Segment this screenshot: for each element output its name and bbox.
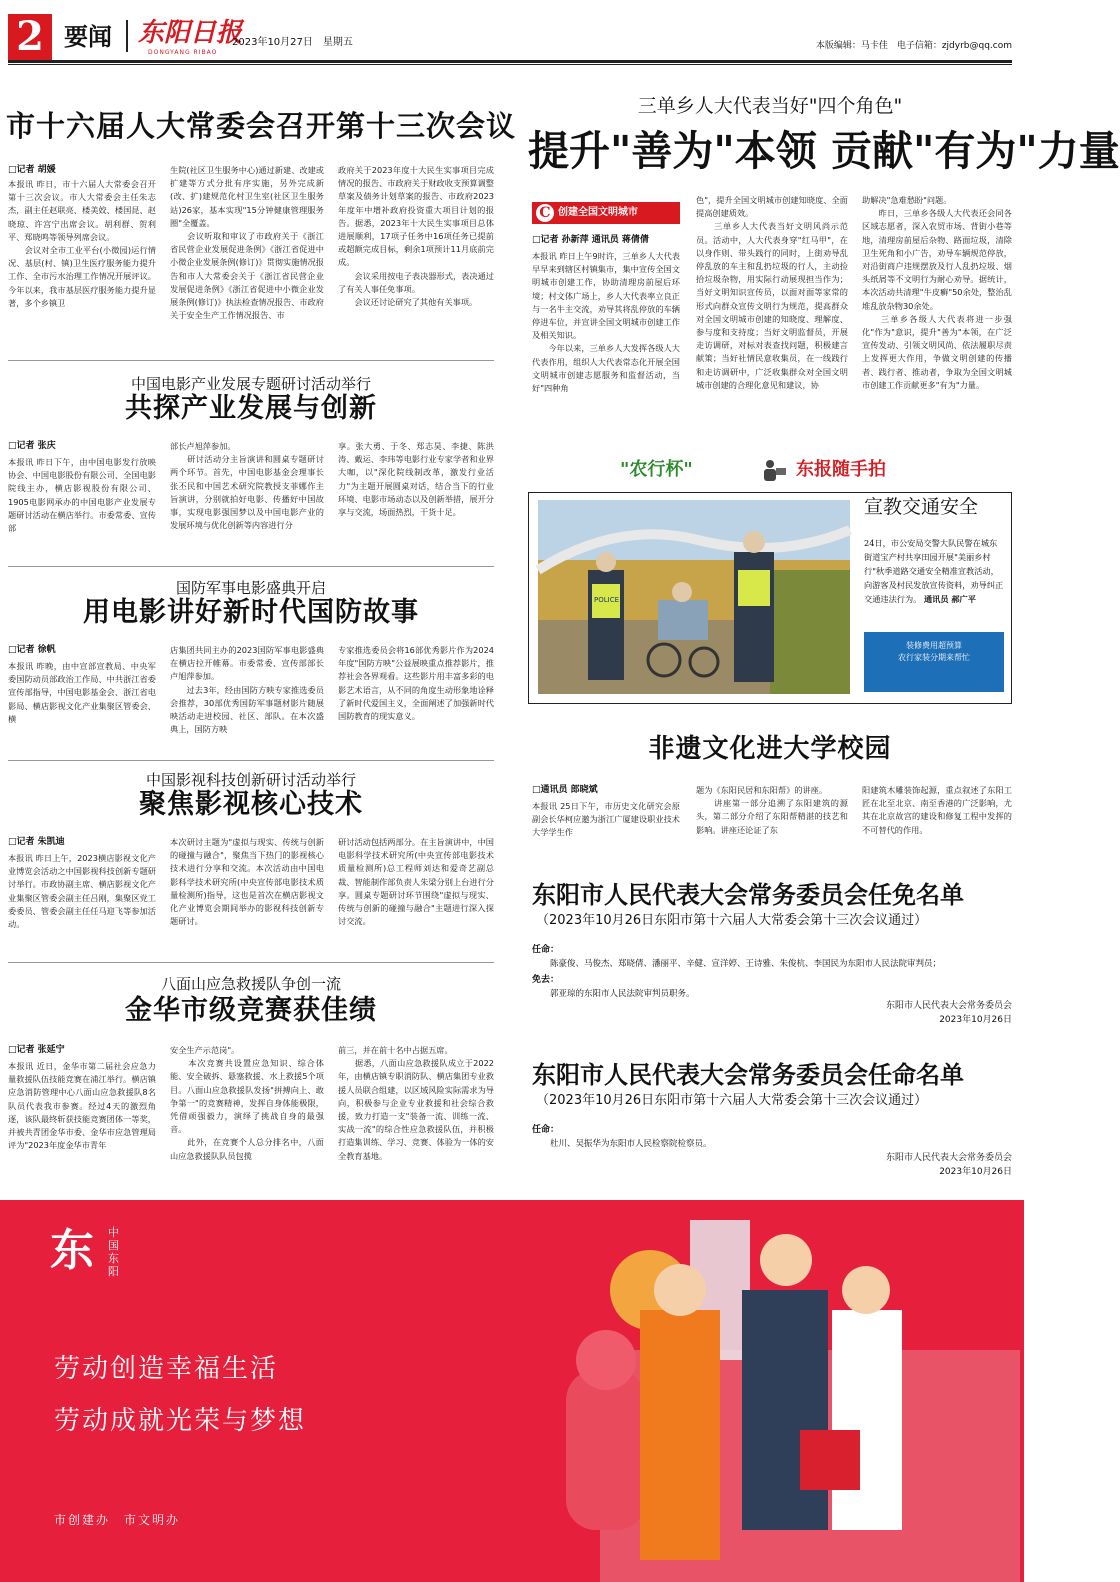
list-2-signature: 东阳市人民代表大会常务委员会 (885, 1153, 1012, 1163)
article-5-kicker: 八面山应急救援队争创一流 (160, 975, 341, 993)
article-5-byline: □记者 张延宁 (8, 1045, 65, 1055)
feature-byline: □记者 孙新萍 通讯员 蒋倩倩 (532, 235, 649, 245)
article-4-kicker: 中国影视科技创新研讨活动举行 (145, 771, 356, 789)
remove-label: 免去： (532, 975, 560, 985)
masthead-divider (126, 20, 128, 52)
issue-date: 2023年10月27日 星期五 (232, 37, 353, 48)
divider (8, 566, 494, 567)
camera-person-icon (758, 458, 788, 486)
appoint-names-2: 杜川、吴振华为东阳市人民检察院检察员。 (550, 1139, 712, 1149)
feature-col-2: 色"，提升全国文明城市创建知晓度、全面提高创建质效。 三单乡人大代表当好文明风尚示范员。活动中，人大代表身穿"红马甲"，在以身作则、带头践行的同时，上街劝导乱停乱放的车主和乱扔垃圾的行人，主动捡拾垃圾杂物，用实际行动展现担当作为；当好文明知识宣传员，以面对面等家常的形式向群众宣传文明行为规范，提高群众对全国文明城市创建的知晓度、理解度、参与度和支持度；当好文明监督员，开展走访调研，对标对表查找问题，积极建言献策；当好社情民意收集员，在一线践行和走访调研中，广泛收集群众对全国文明城市创建的合理化意见和建议，协 (696, 195, 848, 390)
article-1-byline: □记者 胡媛 (8, 165, 56, 175)
article-2-col-2: 部长卢旭萍参加。 研讨活动分主旨演讲和圆桌专题研讨两个环节。首先，中国电影基金会理事长张丕民和中国艺术研究院教授支菲娜作主旨演讲，分别就拍好电影、传播好中国故事，实现电影强国梦以及中国电影产业的发展环境与优化创新等内容进行分 (170, 441, 324, 531)
culture-col-2: 题为《东阳民居和东阳帮》的讲座。 讲座第一部分追溯了东阳建筑的源头，第二部分介绍了东阳帮精湛的技艺和影响。讲座还论证了东 (696, 785, 848, 835)
banner-slogan-1: 劳动创造幸福生活 (54, 1354, 279, 1384)
civilized-city-badge (532, 202, 680, 224)
list-2-date: 2023年10月26日 (939, 1167, 1012, 1177)
photo-caption (864, 536, 1004, 606)
culture-col-1: 本报讯 25日下午，市历史文化研究会原副会长华柯应邀为浙江广厦建设职业技术大学学生作 (532, 801, 680, 838)
article-5-col-1: 本报讯 近日，金华市第二届社会应急力量救援队伍技能竞赛在浦江举行。横店镇应急消防管理中心八面山应急救援队8名队员代表我市参赛。经过4天的激烈角逐，该队最终斩获技能竞赛团体一等奖，并被共青团金华市委、金华市应急管理局评为"2023年度金华市青年 (8, 1061, 156, 1151)
article-3-byline: □记者 徐帆 (8, 645, 56, 655)
divider (8, 360, 494, 361)
article-2-byline: □记者 张庆 (8, 441, 56, 451)
editor-info: 本版编辑：马卡佳 电子信箱：zjdyrb@qq.com (815, 41, 1012, 51)
article-2-col-1: 本报讯 昨日下午，由中国电影发行放映协会、中国电影股份有限公司、全国电影院线主办，横店影视股份有限公司、1905电影网承办的中国电影产业发展专题研讨活动在横店举行。市委常委、宣传部 (8, 457, 156, 534)
article-5-col-2: 安全生产示范岗"。 本次竞赛共设置应急知识、综合体能、安全破拆、悬塞救援、水上救援5个项目。八面山应急救援队发扬"拼搏向上、敢争第一"的竞赛精神，发挥自身体能极限，凭借顽强毅力，演绎了挑战自身的最强音。 此外，在竞赛个人总分排名中，八面山应急救援队队员包揽 (170, 1045, 324, 1161)
culture-col-3: 阳建筑木雕装饰起源，重点叙述了东阳工匠在北至北京、南至香港的广泛影响，尤其在北京故宫的建设和修复工程中发挥的不可替代的作用。 (862, 785, 1012, 835)
feature-kicker: 三单乡人大代表当好"四个角色" (637, 95, 903, 117)
photo-header-right: 东报随手拍 (796, 459, 886, 480)
article-4-byline: □记者 朱凯迪 (8, 837, 65, 847)
article-3-kicker: 国防军事电影盛典开启 (175, 579, 326, 597)
section-name: 要闻 (64, 22, 112, 51)
article-4-col-1: 本报讯 昨日上午，2023横店影视文化产业博览会活动之中国影视科技创新专题研讨举行。市政协副主席、横店影视文化产业集聚区管委会副主任吕刚，集聚区党工委委员、管委会副主任任马迎飞等参加活动。 (8, 853, 156, 930)
appoint-remove-list-title: 东阳市人民代表大会常务委员会任免名单 (532, 880, 964, 909)
list-1-signature: 东阳市人民代表大会常务委员会 (885, 1001, 1012, 1011)
police-vest-text: POLICE (594, 596, 620, 604)
feature-col-3: 助解决"急难愁盼"问题。 昨日，三单乡各级人大代表还会同各区域志愿者，深入农贸市场、背街小巷等地，清理房前屋后杂物、路面垃圾，清除卫生死角和小广告，劝导车辆规范停放，对沿街商户违规摆放及行人乱扔垃圾、烟头纸屑等不文明行为耐心劝导。据统计，本次活动共清理"牛皮癣"50余处，整治乱堆乱放杂物30余处。 三单乡各级人大代表将进一步强化"作为"意识，提升"善为"本领，在广泛宣传发动、引领文明风尚、依法履职尽责上发挥更大作用，争做文明创建的传播者、践行者、推动者，争取为全国文明城市创建工作贡献更多"有为"力量。 (862, 195, 1012, 390)
appoint-list-title: 东阳市人民代表大会常务委员会任命名单 (532, 1060, 964, 1089)
photo-caption-text: 24日，市公安局交警大队民警在城东街道宝产村共享田园开展"美丽乡村行"秋季道路交通安全精准宣教活动，向游客及村民发放宣传资料，劝导纠正交通违法行为。 (864, 538, 1004, 604)
article-3-col-1: 本报讯 昨晚，由中宣部宣教局、中央军委国防动员部政治工作局、中共浙江省委宣传部指导，中国电影基金会、浙江省电影局、横店影视文化产业集聚区管委会、横 (8, 661, 156, 724)
appoint-label-2: 任命： (532, 1125, 560, 1135)
traffic-safety-photo (538, 500, 850, 694)
banner-footer: 市创建办 市文明办 (54, 1513, 181, 1527)
article-1-col-1: 本报讯 昨日，市十六届人大常委会召开第十三次会议。市人大常委会主任朱志杰，副主任赵联亮、楼美姣、楼国昆、赵晓琼、许宫宁出席会议。胡利群、贺利平、郑晓鸣等领导列席会议。 会议对全市工业平台(小微园)运行情况、基层(村、镇)卫生医疗服务能力提升工作、全市污水治理工作情况开展评议。今年以来，我市基层医疗服务能力提升显著，多个乡镇卫 (8, 179, 156, 308)
article-1-col-3: 政府关于2023年度十大民生实事项目完成情况的报告、市政府关于财政收支预算调整草案及债务计划草案的报告、市政府2023年度年中增补政府投资重大项目计划的报告。据悉，2023年十大民生实事项目总体进展顺利，17项子任务中16项任务已提前或超额完成目标，剩余1项预计11月底前完成。 会议采用按电子表决器形式，表决通过了有关人事任免事项。 会议还讨论研究了其他有关事项。 (338, 165, 494, 308)
appoint-names: 陈豪俊、马俊杰、郑晓倩、潘丽平、辛健、宣洋婷、王诗雅、朱俊杭、李国民为东阳市人民法院审判员； (550, 959, 942, 969)
divider (8, 760, 494, 761)
civilized-city-icon: C (536, 204, 554, 222)
masthead-rule (8, 60, 1012, 63)
civilized-city-label: 创建全国文明城市 (558, 207, 638, 218)
appoint-list-subtitle: （2023年10月26日东阳市第十六届人大常委会第十三次会议通过） (536, 1093, 928, 1108)
culture-article-title: 非遗文化进大学校园 (648, 734, 892, 764)
banner-slogan-2: 劳动成就光荣与梦想 (54, 1406, 307, 1436)
page-number: 2 (8, 14, 52, 60)
feature-title: 提升"善为"本领 贡献"有为"力量 (528, 127, 1120, 175)
abc-advert-line-2: 农行家装分期来帮忙 (898, 653, 970, 662)
article-2-kicker: 中国电影产业发展专题研讨活动举行 (130, 375, 371, 393)
article-2-title: 共探产业发展与创新 (125, 393, 377, 424)
article-4-title: 聚焦影视核心技术 (139, 789, 363, 820)
article-5-title: 金华市级竞赛获佳绩 (125, 995, 377, 1026)
newspaper-logo: 东阳日报 (138, 18, 243, 48)
remove-names: 郭亚琼的东阳市人民法院审判员职务。 (550, 989, 695, 999)
masthead-rule-thin (8, 64, 1012, 65)
newspaper-logo-en: DONGYANG RIBAO (148, 49, 218, 56)
dongyang-logo-text: 中国东阳 (108, 1226, 119, 1278)
dongyang-logo: 东 (50, 1225, 94, 1276)
article-4-col-3: 研讨活动包括两部分。在主旨演讲中，中国电影科学技术研究所(中央宣传部电影技术质量检测所)总工程师刘达和爱奇艺副总裁、智能制作部负责人朱梁分别上台进行分享。圆桌专题研讨环节围绕"虚拟与现实、传统与创新的碰撞与融合"主题进行深入探讨交流。 (338, 837, 494, 927)
article-3-col-2: 店集团共同主办的2023国防军事电影盛典在横店拉开帷幕。市委常委、宣传部部长卢旭萍参加。 过去3年，经由国防方映专家推选委员会推荐，30部优秀国防军事题材影片随展映活动走进校园、社区、部队。在本次盛典上，国防方映 (170, 645, 324, 735)
feature-col-1: 本报讯 昨日上午9时许，三单乡人大代表早早来到辖区村镇集市，集中宣传全国文明城市创建工作，协助清理房前屋后环境；村文体广场上，乡人大代表率立良正与一名牛主交流，劝导其将乱停放的车辆停进车位，并宣讲全国文明城市创建工作及相关知识。 今年以来，三单乡人大发挥各级人大代表作用，组织人大代表常态化开展全国文明城市创建志愿服务和监督活动，当好"四种角 (532, 251, 680, 394)
photo-credit: 通讯员 郝广平 (923, 594, 976, 604)
article-4-col-2: 本次研讨主题为"虚拟与现实、传统与创新的碰撞与融合"，聚焦当下热门的影视核心技术进行分享和交流。本次活动由中国电影科学技术研究所(中央宣传部电影技术质量检测所)指导，这也是首次在横店影视文化产业博览会期间举办的影视科技创新专题研讨。 (170, 837, 324, 927)
article-3-title: 用电影讲好新时代国防故事 (83, 597, 419, 628)
culture-article-byline: □通讯员 郎晓斌 (532, 785, 598, 795)
article-3-col-3: 专家推选委员会将16部优秀影片作为2024年度"国防方映"公益展映重点推荐影片，推荐社会各界观看。这些影片用丰富多彩的电影艺术语言，从不同的角度生动形象地诠释了新时代爱国主义，全面阐述了加强新时代国防教育的现实意义。 (338, 645, 494, 722)
article-5-col-3: 前三，并在前十名中占据五席。 据悉，八面山应急救援队成立于2022年，由横店镇专职消防队、横店集团专业救援人员联合组建，以区域风险实际需求为导向，积极参与企业专业救援和社会综合救援，致力打造一支"装备一流、训练一流、实战一流"的综合性应急救援队伍，并积极打造集训练、学习、竞赛、体验为一体的安全教育基地。 (338, 1045, 494, 1161)
photo-header-left: "农行杯" (620, 459, 693, 480)
divider (8, 962, 494, 963)
article-2-col-3: 享。张大勇、于冬、郑志昊、李捷、陈洪涛、戴运、李玮等电影行业专家学者和业界大咖，以"深化院线制改革，激发行业活力"为主题开展圆桌对话，结合当下的行业环境、电影市场动态以及创新举措，展开分享与交流，场面热烈，干货十足。 (338, 441, 494, 518)
appoint-remove-list-subtitle: （2023年10月26日东阳市第十六届人大常委会第十三次会议通过） (536, 913, 928, 928)
list-1-date: 2023年10月26日 (939, 1015, 1012, 1025)
abc-advert-line-1: 装修费用超预算 (906, 641, 962, 650)
article-1-title: 市十六届人大常委会召开第十三次会议 (6, 109, 517, 143)
article-1-col-2: 生院(社区卫生服务中心)通过新建、改建或扩建等方式分批有序实施，另外完成新(改、扩)建规范化村卫生室(社区卫生服务站)26家，基本实现"15分钟健康管理服务圈"全覆盖。 会议听取和审议了市政府关于《浙江省民营企业发展促进条例》《浙江省促进中小微企业发展条例(修订)》贯彻实施情况报告和市人大常委会关于《浙江省民营企业发展促进条例》《浙江省促进中小微企业发展条例(修订)》执法检查情况报告、市政府关于安全生产工作情况报告、市 (170, 165, 324, 321)
abc-advert (864, 632, 1004, 692)
photo-title: 宣教交通安全 (864, 496, 979, 518)
appoint-label: 任命： (532, 945, 560, 955)
